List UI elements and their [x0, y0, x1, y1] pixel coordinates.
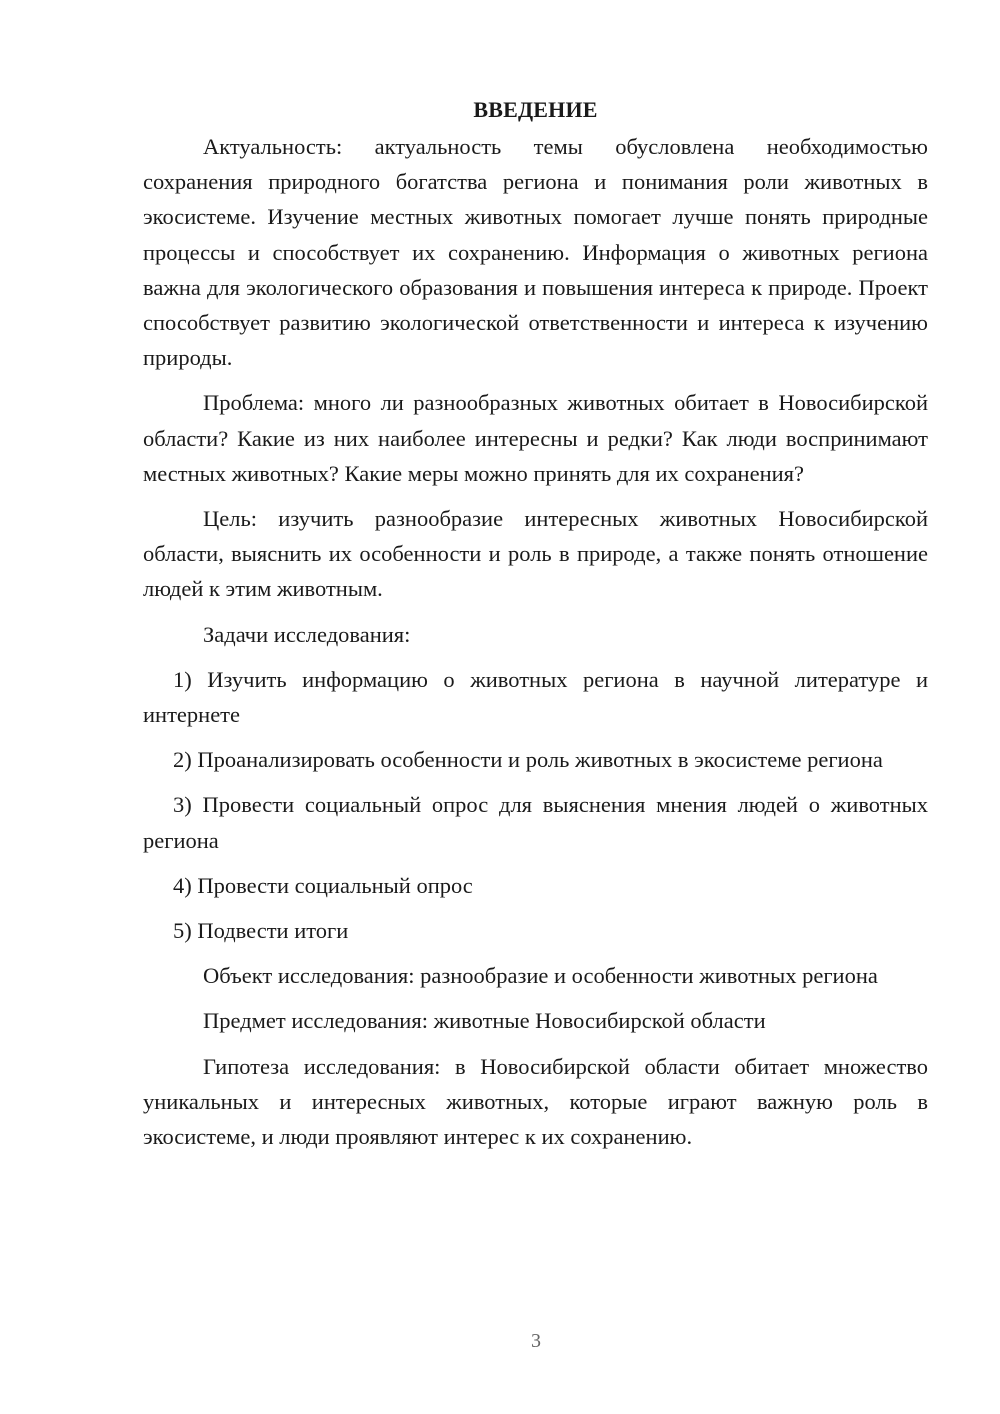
goal-paragraph: Цель: изучить разнообразие интересных животных Новосибирской области, выяснить их особенности и роль в природе, а также понять отношение людей к этим животным. — [143, 506, 928, 602]
object-paragraph: Объект исследования: разнообразие и особенности животных региона — [203, 963, 878, 989]
section-title: ВВЕДЕНИЕ — [473, 97, 598, 122]
hypothesis-paragraph: Гипотеза исследования: в Новосибирской области обитает множество уникальных и интересных животных, которые играют важную роль в экосистеме, и люди проявляют интерес к их сохранению. — [143, 1053, 928, 1150]
document-body — [143, 92, 928, 1164]
page-number: 3 — [531, 1330, 541, 1352]
task-item-3: 3) Провести социальный опрос для выяснения мнения людей о животных региона — [143, 792, 928, 853]
task-item-1: 1) Изучить информацию о животных региона в научной литературе и интернете — [143, 666, 928, 728]
task-item-2: 2) Проанализировать особенности и роль животных в экосистеме региона — [173, 747, 883, 773]
tasks-heading: Задачи исследования: — [203, 621, 411, 647]
task-item-4: 4) Провести социальный опрос — [173, 872, 473, 898]
subject-paragraph: Предмет исследования: животные Новосибирской области — [203, 1008, 766, 1034]
problem-paragraph: Проблема: много ли разнообразных животных обитает в Новосибирской области? Какие из них наиболее интересны и редки? Как люди воспринимают местных животных? Какие меры можно принять для их сохранения? — [143, 390, 928, 486]
relevance-paragraph: Актуальность: актуальность темы обусловлена необходимостью сохранения природного богатства региона и понимания роли животных в экосистеме. Изучение местных животных помогает лучше понять природные процессы и способствует их сохранению. Информация о животных региона важна для экологического образования и повышения интереса к природе. Проект способствует развитию экологической ответственности и интереса к изучению природы. — [143, 134, 928, 371]
task-item-5: 5) Подвести итоги — [173, 918, 349, 944]
